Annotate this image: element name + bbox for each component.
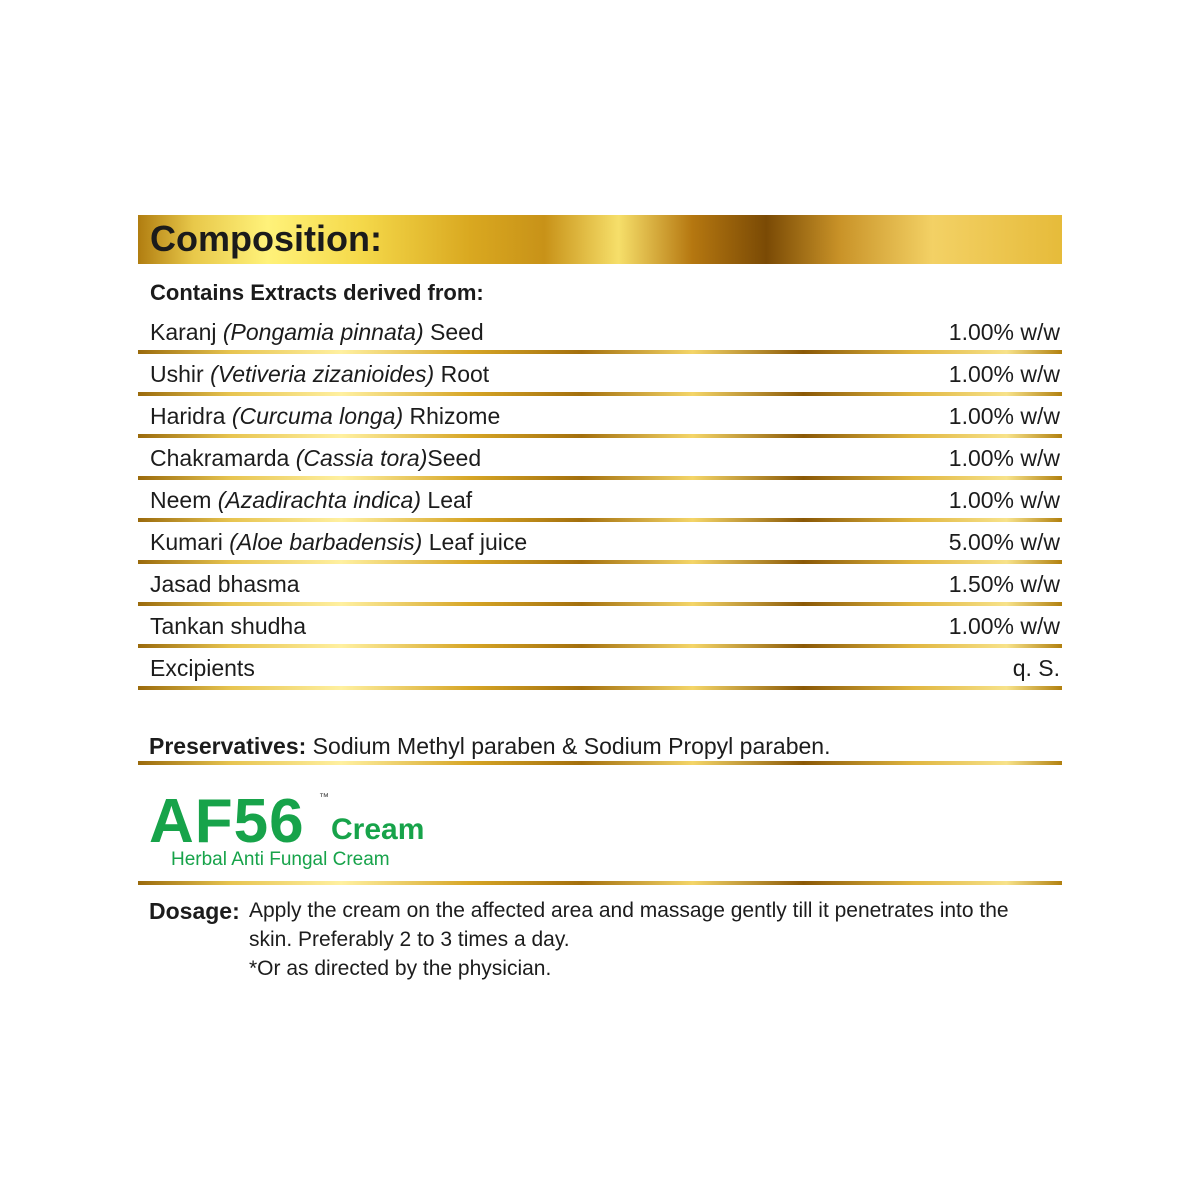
composition-row: [138, 522, 1062, 564]
ingredient-part: Leaf: [421, 487, 473, 513]
ingredient-name: [150, 361, 489, 388]
ingredient-part: Leaf juice: [422, 529, 528, 555]
ingredient-latin-name: (Azadirachta indica): [217, 487, 422, 513]
ingredient-part: Seed: [427, 445, 482, 471]
ingredient-latin-name: (Vetiveria zizanioides): [210, 361, 435, 387]
dosage-line: Apply the cream on the affected area and massage gently till it penetrates into the: [249, 899, 1009, 922]
ingredient-amount: 1.00% w/w: [948, 487, 1060, 513]
ingredient-amount: 1.00% w/w: [948, 403, 1060, 429]
ingredient-name: [150, 319, 484, 346]
composition-row: [138, 480, 1062, 522]
ingredient-name: [150, 445, 481, 472]
preservatives-label: Preservatives:: [149, 733, 307, 759]
ingredient-latin-name: (Pongamia pinnata): [222, 319, 424, 345]
brand-name: AF56: [149, 787, 305, 856]
composition-subtitle: Contains Extracts derived from:: [150, 280, 484, 305]
ingredient-common-name: Excipients: [150, 655, 255, 681]
ingredient-amount: 1.00% w/w: [948, 613, 1060, 639]
preservatives-text: Sodium Methyl paraben & Sodium Propyl paraben.: [306, 733, 831, 759]
ingredient-latin-name: (Curcuma longa): [231, 403, 404, 429]
composition-row: [138, 648, 1062, 690]
composition-row: [138, 564, 1062, 606]
ingredient-common-name: Kumari: [150, 529, 230, 555]
brand-logo: [149, 786, 469, 876]
ingredient-name: [150, 655, 255, 682]
dosage-line: skin. Preferably 2 to 3 times a day.: [249, 928, 570, 951]
ingredient-part: Rhizome: [403, 403, 501, 429]
trademark-symbol: ™: [319, 792, 329, 803]
composition-table: [138, 312, 1062, 690]
composition-row: [138, 396, 1062, 438]
ingredient-amount: 1.00% w/w: [948, 445, 1060, 471]
preservatives-line: [149, 733, 830, 760]
ingredient-common-name: Karanj: [150, 319, 223, 345]
ingredient-name: [150, 571, 300, 598]
brand-product: Cream: [331, 813, 425, 846]
composition-row: [138, 354, 1062, 396]
row-divider: [138, 686, 1062, 690]
ingredient-part: Seed: [423, 319, 484, 345]
ingredient-part: Root: [434, 361, 490, 387]
ingredient-common-name: Ushir: [150, 361, 211, 387]
composition-row: [138, 438, 1062, 480]
composition-row: [138, 606, 1062, 648]
ingredient-name: [150, 487, 472, 514]
ingredient-amount: 1.00% w/w: [948, 319, 1060, 345]
ingredient-amount: q. S.: [1012, 655, 1060, 681]
divider: [138, 881, 1062, 885]
composition-row: [138, 312, 1062, 354]
ingredient-name: [150, 529, 527, 556]
ingredient-common-name: Tankan shudha: [150, 613, 307, 639]
composition-header-bar: [138, 215, 1062, 264]
ingredient-common-name: Haridra: [150, 403, 232, 429]
ingredient-common-name: Chakramarda: [150, 445, 296, 471]
dosage-note: *Or as directed by the physician.: [249, 957, 552, 980]
divider: [138, 761, 1062, 765]
ingredient-common-name: Jasad bhasma: [150, 571, 300, 597]
ingredient-amount: 5.00% w/w: [948, 529, 1060, 555]
brand-tagline: Herbal Anti Fungal Cream: [171, 849, 390, 870]
ingredient-latin-name: (Cassia tora): [295, 445, 428, 471]
ingredient-common-name: Neem: [150, 487, 218, 513]
dosage-text: [249, 896, 1069, 983]
ingredient-amount: 1.00% w/w: [948, 361, 1060, 387]
composition-title: Composition:: [150, 218, 382, 259]
ingredient-name: [150, 403, 500, 430]
dosage-label: Dosage:: [149, 898, 240, 924]
ingredient-latin-name: (Aloe barbadensis): [229, 529, 423, 555]
ingredient-amount: 1.50% w/w: [948, 571, 1060, 597]
ingredient-name: [150, 613, 306, 640]
